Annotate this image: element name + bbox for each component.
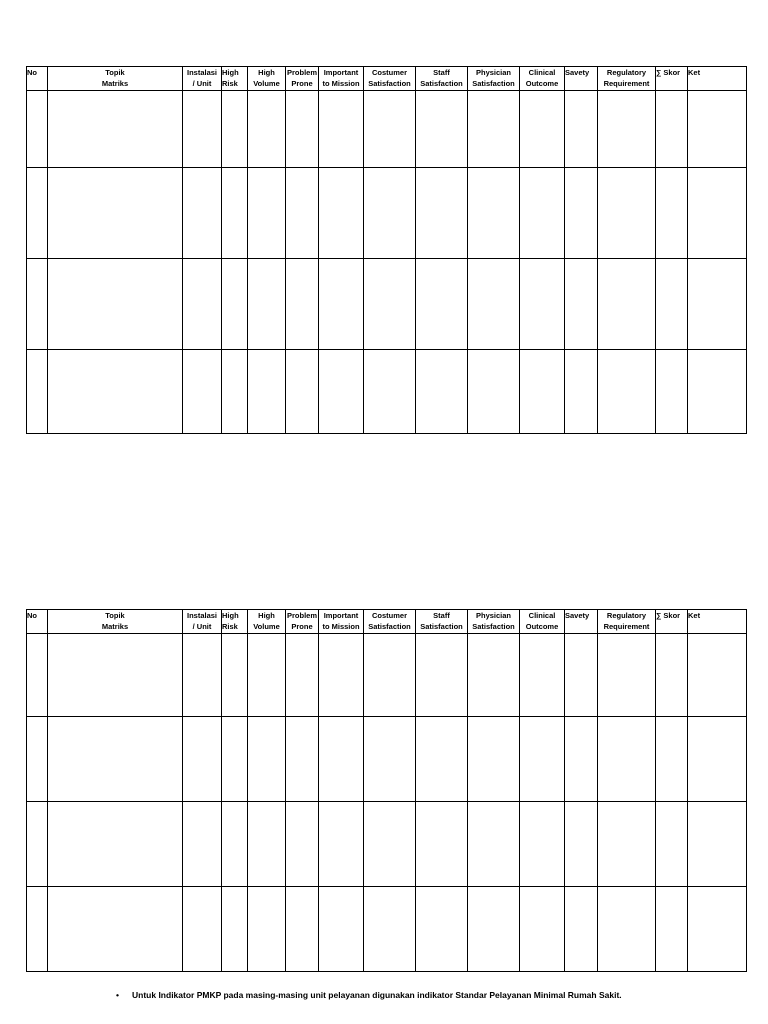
cell-savety[interactable] bbox=[565, 350, 598, 434]
cell-high_risk[interactable] bbox=[222, 91, 248, 168]
header-no: No bbox=[27, 610, 48, 634]
cell-costumer[interactable] bbox=[364, 717, 416, 802]
cell-physician[interactable] bbox=[468, 259, 520, 350]
footnote-text: Untuk Indikator PMKP pada masing-masing unit pelayanan digunakan indikator Standar Pelayanan Minimal Rumah Sakit. bbox=[132, 990, 622, 1000]
cell-high_volume[interactable] bbox=[248, 259, 286, 350]
cell-problem_prone[interactable] bbox=[286, 168, 319, 259]
header-ket: Ket bbox=[688, 610, 747, 634]
cell-no[interactable] bbox=[27, 802, 48, 887]
cell-clinical[interactable] bbox=[520, 802, 565, 887]
priority-matrix-table-2 bbox=[26, 609, 747, 972]
cell-costumer[interactable] bbox=[364, 887, 416, 972]
cell-clinical[interactable] bbox=[520, 259, 565, 350]
cell-high_volume[interactable] bbox=[248, 350, 286, 434]
header-row bbox=[27, 610, 747, 634]
cell-high_volume[interactable] bbox=[248, 91, 286, 168]
cell-physician[interactable] bbox=[468, 717, 520, 802]
header-clinical: Clinical Outcome bbox=[520, 67, 565, 91]
cell-costumer[interactable] bbox=[364, 350, 416, 434]
header-high_volume: High Volume bbox=[248, 610, 286, 634]
cell-staff[interactable] bbox=[416, 634, 468, 717]
cell-problem_prone[interactable] bbox=[286, 259, 319, 350]
footnote bbox=[116, 990, 622, 1000]
cell-problem_prone[interactable] bbox=[286, 802, 319, 887]
header-staff: Staff Satisfaction bbox=[416, 67, 468, 91]
header-skor: ∑ Skor bbox=[656, 610, 688, 634]
bullet-icon: • bbox=[116, 990, 119, 1000]
cell-important[interactable] bbox=[319, 168, 364, 259]
cell-skor[interactable] bbox=[656, 634, 688, 717]
cell-costumer[interactable] bbox=[364, 91, 416, 168]
header-row bbox=[27, 67, 747, 91]
cell-instalasi[interactable] bbox=[183, 634, 222, 717]
header-physician: Physician Satisfaction bbox=[468, 610, 520, 634]
cell-clinical[interactable] bbox=[520, 634, 565, 717]
header-costumer: Costumer Satisfaction bbox=[364, 610, 416, 634]
cell-high_risk[interactable] bbox=[222, 802, 248, 887]
cell-instalasi[interactable] bbox=[183, 717, 222, 802]
cell-savety[interactable] bbox=[565, 802, 598, 887]
cell-topik[interactable] bbox=[48, 168, 183, 259]
cell-skor[interactable] bbox=[656, 91, 688, 168]
cell-high_volume[interactable] bbox=[248, 717, 286, 802]
cell-ket[interactable] bbox=[688, 887, 747, 972]
cell-regulatory[interactable] bbox=[598, 887, 656, 972]
cell-topik[interactable] bbox=[48, 259, 183, 350]
cell-problem_prone[interactable] bbox=[286, 91, 319, 168]
cell-regulatory[interactable] bbox=[598, 168, 656, 259]
cell-high_risk[interactable] bbox=[222, 350, 248, 434]
cell-clinical[interactable] bbox=[520, 91, 565, 168]
cell-ket[interactable] bbox=[688, 350, 747, 434]
cell-instalasi[interactable] bbox=[183, 887, 222, 972]
header-regulatory: Regulatory Requirement bbox=[598, 610, 656, 634]
header-staff: Staff Satisfaction bbox=[416, 610, 468, 634]
cell-staff[interactable] bbox=[416, 259, 468, 350]
cell-high_volume[interactable] bbox=[248, 168, 286, 259]
cell-high_risk[interactable] bbox=[222, 887, 248, 972]
cell-topik[interactable] bbox=[48, 350, 183, 434]
header-topik: Topik Matriks bbox=[48, 67, 183, 91]
cell-high_risk[interactable] bbox=[222, 634, 248, 717]
header-topik: Topik Matriks bbox=[48, 610, 183, 634]
header-physician: Physician Satisfaction bbox=[468, 67, 520, 91]
cell-high_volume[interactable] bbox=[248, 634, 286, 717]
cell-important[interactable] bbox=[319, 634, 364, 717]
cell-savety[interactable] bbox=[565, 259, 598, 350]
table-row bbox=[27, 91, 747, 168]
cell-savety[interactable] bbox=[565, 887, 598, 972]
cell-regulatory[interactable] bbox=[598, 717, 656, 802]
header-regulatory: Regulatory Requirement bbox=[598, 67, 656, 91]
cell-important[interactable] bbox=[319, 802, 364, 887]
cell-savety[interactable] bbox=[565, 168, 598, 259]
cell-physician[interactable] bbox=[468, 887, 520, 972]
table-row bbox=[27, 259, 747, 350]
cell-clinical[interactable] bbox=[520, 887, 565, 972]
header-costumer: Costumer Satisfaction bbox=[364, 67, 416, 91]
cell-important[interactable] bbox=[319, 717, 364, 802]
cell-no[interactable] bbox=[27, 91, 48, 168]
cell-no[interactable] bbox=[27, 717, 48, 802]
header-instalasi: Instalasi / Unit bbox=[183, 610, 222, 634]
cell-high_risk[interactable] bbox=[222, 168, 248, 259]
cell-problem_prone[interactable] bbox=[286, 717, 319, 802]
cell-physician[interactable] bbox=[468, 91, 520, 168]
cell-savety[interactable] bbox=[565, 717, 598, 802]
cell-clinical[interactable] bbox=[520, 168, 565, 259]
cell-instalasi[interactable] bbox=[183, 91, 222, 168]
cell-instalasi[interactable] bbox=[183, 168, 222, 259]
header-important: Important to Mission bbox=[319, 610, 364, 634]
table-row bbox=[27, 634, 747, 717]
cell-physician[interactable] bbox=[468, 168, 520, 259]
cell-important[interactable] bbox=[319, 259, 364, 350]
cell-costumer[interactable] bbox=[364, 802, 416, 887]
cell-problem_prone[interactable] bbox=[286, 350, 319, 434]
cell-regulatory[interactable] bbox=[598, 350, 656, 434]
cell-regulatory[interactable] bbox=[598, 91, 656, 168]
header-instalasi: Instalasi / Unit bbox=[183, 67, 222, 91]
cell-staff[interactable] bbox=[416, 802, 468, 887]
cell-topik[interactable] bbox=[48, 802, 183, 887]
cell-ket[interactable] bbox=[688, 717, 747, 802]
header-problem_prone: Problem Prone bbox=[286, 67, 319, 91]
cell-instalasi[interactable] bbox=[183, 259, 222, 350]
cell-skor[interactable] bbox=[656, 259, 688, 350]
table-row bbox=[27, 350, 747, 434]
cell-ket[interactable] bbox=[688, 91, 747, 168]
header-problem_prone: Problem Prone bbox=[286, 610, 319, 634]
cell-savety[interactable] bbox=[565, 91, 598, 168]
cell-high_volume[interactable] bbox=[248, 887, 286, 972]
cell-regulatory[interactable] bbox=[598, 259, 656, 350]
cell-no[interactable] bbox=[27, 634, 48, 717]
cell-staff[interactable] bbox=[416, 717, 468, 802]
cell-physician[interactable] bbox=[468, 350, 520, 434]
cell-topik[interactable] bbox=[48, 887, 183, 972]
cell-no[interactable] bbox=[27, 168, 48, 259]
cell-staff[interactable] bbox=[416, 168, 468, 259]
cell-staff[interactable] bbox=[416, 350, 468, 434]
cell-clinical[interactable] bbox=[520, 350, 565, 434]
cell-problem_prone[interactable] bbox=[286, 634, 319, 717]
cell-problem_prone[interactable] bbox=[286, 887, 319, 972]
cell-costumer[interactable] bbox=[364, 259, 416, 350]
cell-ket[interactable] bbox=[688, 168, 747, 259]
priority-matrix-table-1 bbox=[26, 66, 747, 434]
cell-ket[interactable] bbox=[688, 259, 747, 350]
cell-staff[interactable] bbox=[416, 91, 468, 168]
cell-regulatory[interactable] bbox=[598, 802, 656, 887]
header-high_risk: High Risk bbox=[222, 610, 248, 634]
cell-important[interactable] bbox=[319, 887, 364, 972]
header-ket: Ket bbox=[688, 67, 747, 91]
header-no: No bbox=[27, 67, 48, 91]
cell-instalasi[interactable] bbox=[183, 350, 222, 434]
cell-staff[interactable] bbox=[416, 887, 468, 972]
table-row bbox=[27, 802, 747, 887]
cell-ket[interactable] bbox=[688, 802, 747, 887]
cell-skor[interactable] bbox=[656, 168, 688, 259]
cell-no[interactable] bbox=[27, 350, 48, 434]
cell-topik[interactable] bbox=[48, 717, 183, 802]
cell-costumer[interactable] bbox=[364, 634, 416, 717]
cell-topik[interactable] bbox=[48, 91, 183, 168]
cell-skor[interactable] bbox=[656, 350, 688, 434]
cell-ket[interactable] bbox=[688, 634, 747, 717]
cell-topik[interactable] bbox=[48, 634, 183, 717]
header-clinical: Clinical Outcome bbox=[520, 610, 565, 634]
cell-skor[interactable] bbox=[656, 717, 688, 802]
cell-physician[interactable] bbox=[468, 634, 520, 717]
cell-high_risk[interactable] bbox=[222, 717, 248, 802]
cell-skor[interactable] bbox=[656, 887, 688, 972]
header-high_volume: High Volume bbox=[248, 67, 286, 91]
header-savety: Savety bbox=[565, 610, 598, 634]
header-important: Important to Mission bbox=[319, 67, 364, 91]
cell-regulatory[interactable] bbox=[598, 634, 656, 717]
cell-important[interactable] bbox=[319, 91, 364, 168]
header-high_risk: High Risk bbox=[222, 67, 248, 91]
cell-instalasi[interactable] bbox=[183, 802, 222, 887]
header-savety: Savety bbox=[565, 67, 598, 91]
table-row bbox=[27, 717, 747, 802]
table-row bbox=[27, 887, 747, 972]
header-skor: ∑ Skor bbox=[656, 67, 688, 91]
cell-skor[interactable] bbox=[656, 802, 688, 887]
cell-important[interactable] bbox=[319, 350, 364, 434]
cell-high_risk[interactable] bbox=[222, 259, 248, 350]
table-row bbox=[27, 168, 747, 259]
cell-high_volume[interactable] bbox=[248, 802, 286, 887]
cell-physician[interactable] bbox=[468, 802, 520, 887]
cell-no[interactable] bbox=[27, 259, 48, 350]
cell-savety[interactable] bbox=[565, 634, 598, 717]
cell-costumer[interactable] bbox=[364, 168, 416, 259]
cell-no[interactable] bbox=[27, 887, 48, 972]
cell-clinical[interactable] bbox=[520, 717, 565, 802]
